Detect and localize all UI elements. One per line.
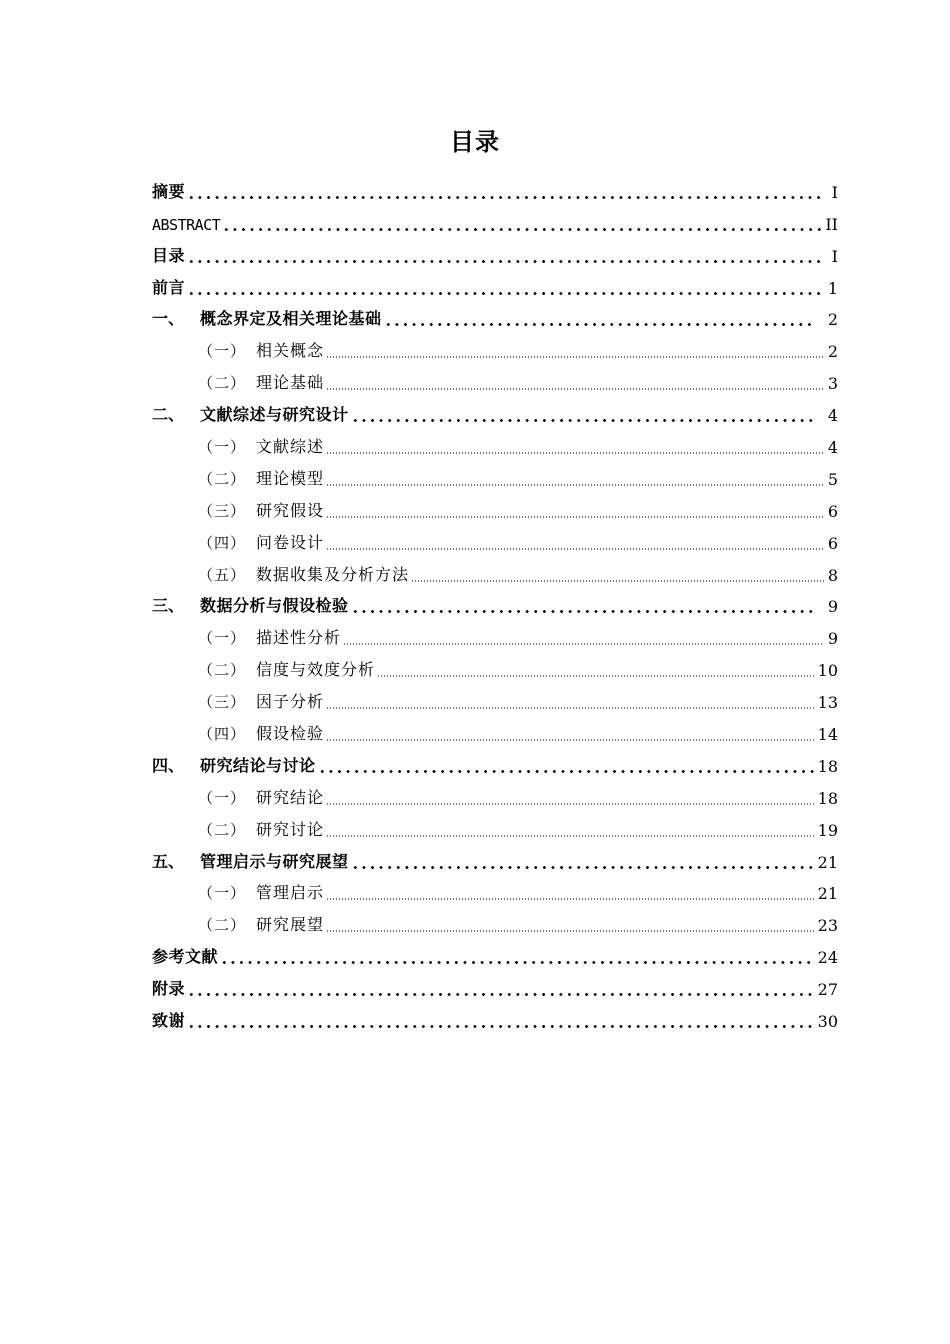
toc-entry-number: 五、 <box>152 851 185 871</box>
toc-entry[interactable] <box>152 206 838 238</box>
toc-entry[interactable] <box>152 238 838 270</box>
toc-entry[interactable] <box>152 939 838 971</box>
toc-entry-page-number: I <box>831 246 838 266</box>
toc-entry-number: 二、 <box>152 405 185 425</box>
toc-dot-leader <box>326 930 814 932</box>
toc-dot-leader <box>326 803 814 805</box>
toc-entry[interactable] <box>152 1003 838 1035</box>
toc-entry-page-number: 2 <box>827 342 838 362</box>
toc-entry-label: 数据收集及分析方法 <box>256 564 410 584</box>
toc-entry[interactable] <box>152 589 838 621</box>
toc-entry-number: （三） <box>198 501 247 520</box>
toc-entry-label: 信度与效度分析 <box>256 660 376 680</box>
toc-entry[interactable] <box>152 174 838 206</box>
toc-dot-leader <box>326 452 824 454</box>
toc-dot-leader <box>351 419 816 422</box>
toc-entry[interactable] <box>152 429 838 461</box>
toc-entry[interactable] <box>152 684 838 716</box>
toc-entry-number: 三、 <box>152 596 185 616</box>
toc-entry-label: 致谢 <box>152 1011 186 1031</box>
toc-entry-number: （一） <box>198 629 247 648</box>
toc-entry[interactable] <box>152 716 838 748</box>
toc-entry-label: ABSTRACT <box>152 215 221 234</box>
toc-dot-leader <box>326 484 824 486</box>
toc-dot-leader <box>187 292 824 295</box>
toc-entry-page-number: 24 <box>817 948 838 968</box>
toc-entry-page-number: II <box>825 214 838 234</box>
toc-entry-page-number: 27 <box>817 980 838 1000</box>
toc-entry[interactable] <box>152 844 838 876</box>
toc-entry-page-number: 30 <box>817 1012 838 1032</box>
toc-entry-number: （一） <box>198 342 247 361</box>
toc-entry-page-number: 13 <box>817 693 838 713</box>
toc-entry-label: 研究结论 <box>256 787 325 807</box>
toc-entry-page-number: 9 <box>827 597 838 617</box>
toc-entry[interactable] <box>152 812 838 844</box>
toc-entry[interactable] <box>152 397 838 429</box>
toc-entry-label: 相关概念 <box>256 341 325 361</box>
toc-entry-label: 参考文献 <box>152 947 219 967</box>
toc-entry-page-number: 18 <box>817 788 838 808</box>
toc-entry[interactable] <box>152 461 838 493</box>
toc-dot-leader <box>411 580 824 582</box>
toc-entry[interactable] <box>152 907 838 939</box>
toc-dot-leader <box>343 643 824 645</box>
toc-entry-label: 文献综述与研究设计 <box>200 405 349 425</box>
toc-dot-leader <box>187 260 824 263</box>
toc-entry[interactable] <box>152 302 838 334</box>
toc-entry-label: 描述性分析 <box>256 628 342 648</box>
toc-dot-leader <box>326 835 814 837</box>
toc-dot-leader <box>318 770 814 773</box>
toc-entry-number: （二） <box>198 661 247 680</box>
toc-entry[interactable] <box>152 780 838 812</box>
toc-entry-number: （一） <box>198 788 247 807</box>
toc-entry-page-number: I <box>831 182 838 202</box>
toc-dot-leader <box>326 739 814 741</box>
toc-entry-label: 问卷设计 <box>256 532 325 552</box>
toc-dot-leader <box>220 961 814 964</box>
toc-dot-leader <box>187 993 814 996</box>
toc-entry-label: 因子分析 <box>256 692 325 712</box>
toc-entry-page-number: 6 <box>827 501 838 521</box>
toc-entry-label: 管理启示与研究展望 <box>200 851 349 871</box>
toc-entry-page-number: 14 <box>817 725 838 745</box>
toc-entry[interactable] <box>152 971 838 1003</box>
toc-entry-number: （四） <box>198 533 247 552</box>
toc-entry-page-number: 1 <box>827 278 838 298</box>
toc-entry[interactable] <box>152 652 838 684</box>
toc-entry-number: （一） <box>198 884 247 903</box>
toc-entry-page-number: 18 <box>817 756 838 776</box>
toc-entry-number: （二） <box>198 374 247 393</box>
toc-dot-leader <box>187 196 824 199</box>
toc-entry[interactable] <box>152 333 838 365</box>
toc-entry-page-number: 21 <box>817 852 838 872</box>
toc-entry-page-number: 21 <box>817 884 838 904</box>
toc-entry-page-number: 19 <box>817 820 838 840</box>
toc-entry-label: 研究结论与讨论 <box>200 755 316 775</box>
toc-entry-page-number: 4 <box>827 438 838 458</box>
toc-entry[interactable] <box>152 270 838 302</box>
toc-dot-leader <box>326 898 814 900</box>
toc-entry-page-number: 4 <box>827 406 838 426</box>
toc-entry-number: （二） <box>198 916 247 935</box>
toc-entry-page-number: 6 <box>827 533 838 553</box>
toc-entry-number: （三） <box>198 693 247 712</box>
toc-entry-label: 摘要 <box>152 181 186 201</box>
toc-entry-label: 前言 <box>152 277 186 297</box>
toc-entry[interactable] <box>152 365 838 397</box>
toc-dot-leader <box>187 1025 814 1028</box>
toc-entry-label: 理论模型 <box>256 468 325 488</box>
toc-entry-page-number: 10 <box>817 661 838 681</box>
toc-entry-label: 研究展望 <box>256 915 325 935</box>
toc-entry-page-number: 2 <box>827 310 838 330</box>
toc-entry-number: 四、 <box>152 755 185 775</box>
toc-entry-number: （二） <box>198 469 247 488</box>
toc-entry[interactable] <box>152 525 838 557</box>
toc-entry-label: 数据分析与假设检验 <box>200 596 349 616</box>
toc-entry-label: 研究假设 <box>256 500 325 520</box>
page-title: 目录 <box>450 128 500 156</box>
toc-entry-label: 目录 <box>152 245 186 265</box>
toc-entry-number: （二） <box>198 820 247 839</box>
toc-entry-label: 理论基础 <box>256 373 325 393</box>
toc-dot-leader <box>326 388 824 390</box>
toc-entry[interactable] <box>152 620 838 652</box>
toc-entry-page-number: 9 <box>827 629 838 649</box>
toc-dot-leader <box>222 228 821 231</box>
toc-entry-label: 假设检验 <box>256 724 325 744</box>
toc-dot-leader <box>326 516 824 518</box>
toc-entry-label: 概念界定及相关理论基础 <box>200 309 382 329</box>
toc-entry[interactable] <box>152 557 838 589</box>
toc-entry-page-number: 3 <box>827 374 838 394</box>
toc-dot-leader <box>351 610 816 613</box>
toc-entry-number: （五） <box>198 565 247 584</box>
toc-entry[interactable] <box>152 876 838 908</box>
toc-entry-page-number: 5 <box>827 469 838 489</box>
toc-entry-label: 文献综述 <box>256 437 325 457</box>
toc-dot-leader <box>326 707 814 709</box>
toc-dot-leader <box>326 356 824 358</box>
toc-dot-leader <box>326 548 824 550</box>
toc-entry[interactable] <box>152 493 838 525</box>
toc-entry-label: 管理启示 <box>256 883 325 903</box>
table-of-contents <box>152 174 838 1035</box>
toc-entry-number: （四） <box>198 725 247 744</box>
toc-entry[interactable] <box>152 748 838 780</box>
toc-dot-leader <box>351 866 814 869</box>
toc-entry-label: 研究讨论 <box>256 819 325 839</box>
toc-entry-label: 附录 <box>152 979 186 999</box>
toc-dot-leader <box>377 675 814 677</box>
toc-entry-number: 一、 <box>152 309 185 329</box>
toc-entry-number: （一） <box>198 438 247 457</box>
toc-dot-leader <box>384 323 816 326</box>
toc-entry-page-number: 8 <box>827 565 838 585</box>
toc-entry-page-number: 23 <box>817 916 838 936</box>
